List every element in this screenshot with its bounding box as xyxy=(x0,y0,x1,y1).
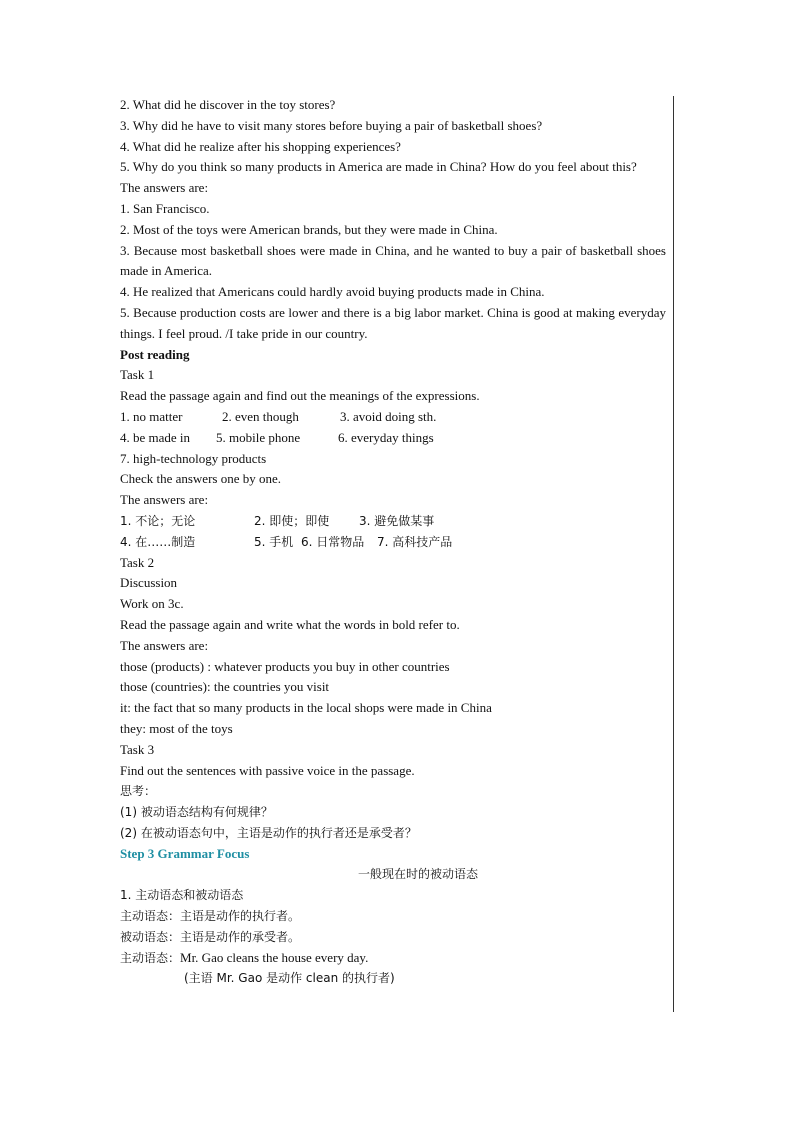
task1-instruction: Read the passage again and find out the meanings of the expressions. xyxy=(120,388,480,404)
expressions-row-1 xyxy=(120,407,666,428)
example-label: 主动语态： xyxy=(120,950,181,965)
table-border-right xyxy=(673,96,674,1012)
task2-answer: it: the fact that so many products in the local shops were made in China xyxy=(120,700,492,716)
meaning: 7. 高科技产品 xyxy=(377,534,453,549)
meaning: 2. 即使；即使 xyxy=(254,513,330,528)
example-note: (主语 Mr. Gao 是动作 clean 的执行者) xyxy=(184,971,395,986)
expression: 3. avoid doing sth. xyxy=(340,408,437,424)
grammar-item-1: 1. 主动语态和被动语态 xyxy=(120,888,244,903)
task2-answer: those (products) : whatever products you buy in other countries xyxy=(120,658,450,674)
question-2: 2. What did he discover in the toy stores? xyxy=(120,97,336,112)
passive-voice-definition: 被动语态：主语是动作的承受者。 xyxy=(120,929,301,944)
question-4: 4. What did he realize after his shopping experiences? xyxy=(120,138,401,154)
think-label: 思考： xyxy=(120,784,157,799)
step3-heading: Step 3 Grammar Focus xyxy=(120,845,250,861)
answer-2: 2. Most of the toys were American brands, but they were made in China. xyxy=(120,221,498,237)
expression: 2. even though xyxy=(222,408,299,424)
question-5: 5. Why do you think so many products in America are made in China? How do you feel about this? xyxy=(120,159,637,175)
meanings-row-1 xyxy=(120,511,666,532)
expression-7: 7. high-technology products xyxy=(120,450,267,466)
expression: 1. no matter xyxy=(120,408,183,424)
task3-instruction: Find out the sentences with passive voice in the passage. xyxy=(120,762,415,778)
task2-answer: those (countries): the countries you visit xyxy=(120,679,330,695)
expressions-row-2 xyxy=(120,428,666,449)
task1-title: Task 1 xyxy=(120,367,155,383)
answer-1: 1. San Francisco. xyxy=(120,200,210,216)
answer-5: 5. Because production costs are lower and there is a big labor market. China is good at making everyday things. I feel proud. /I take pride in our country. xyxy=(120,304,666,341)
active-voice-example xyxy=(120,948,666,969)
meaning: 5. 手机 xyxy=(254,534,294,549)
check-instruction: Check the answers one by one. xyxy=(120,471,282,487)
answer-4: 4. He realized that Americans could hardly avoid buying products made in China. xyxy=(120,284,545,300)
question-3: 3. Why did he have to visit many stores before buying a pair of basketball shoes? xyxy=(120,117,543,133)
answers-label: The answers are: xyxy=(120,180,209,196)
task1-answers-label: The answers are: xyxy=(120,492,209,508)
post-reading-heading: Post reading xyxy=(120,346,190,362)
meaning: 3. 避免做某事 xyxy=(359,513,435,528)
answer-3: 3. Because most basketball shoes were made in China, and he wanted to buy a pair of basketball shoes made in America. xyxy=(120,242,666,279)
think-item: (1) 被动语态结构有何规律？ xyxy=(120,805,273,820)
task3-title: Task 3 xyxy=(120,741,155,757)
task2-answers-label: The answers are: xyxy=(120,637,209,653)
think-item: (2) 在被动语态句中，主语是动作的执行者还是承受者？ xyxy=(120,825,417,840)
expression: 6. everyday things xyxy=(338,429,434,445)
meaning: 4. 在……制造 xyxy=(120,534,196,549)
expression: 5. mobile phone xyxy=(216,429,301,445)
active-voice-definition: 主动语态：主语是动作的执行者。 xyxy=(120,909,301,924)
lesson-content xyxy=(120,95,666,989)
grammar-subtitle: 一般现在时的被动语态 xyxy=(357,867,478,882)
meanings-row-2 xyxy=(120,532,666,553)
discussion-label: Discussion xyxy=(120,575,178,591)
example-sentence: Mr. Gao cleans the house every day. xyxy=(180,949,369,965)
task2-answer: they: most of the toys xyxy=(120,720,233,736)
task2-title: Task 2 xyxy=(120,554,155,570)
meaning: 6. 日常物品 xyxy=(301,534,365,549)
expression: 4. be made in xyxy=(120,429,191,445)
meaning: 1. 不论；无论 xyxy=(120,513,196,528)
task2-instruction: Read the passage again and write what the words in bold refer to. xyxy=(120,616,460,632)
work-on-label: Work on 3c. xyxy=(120,596,184,612)
